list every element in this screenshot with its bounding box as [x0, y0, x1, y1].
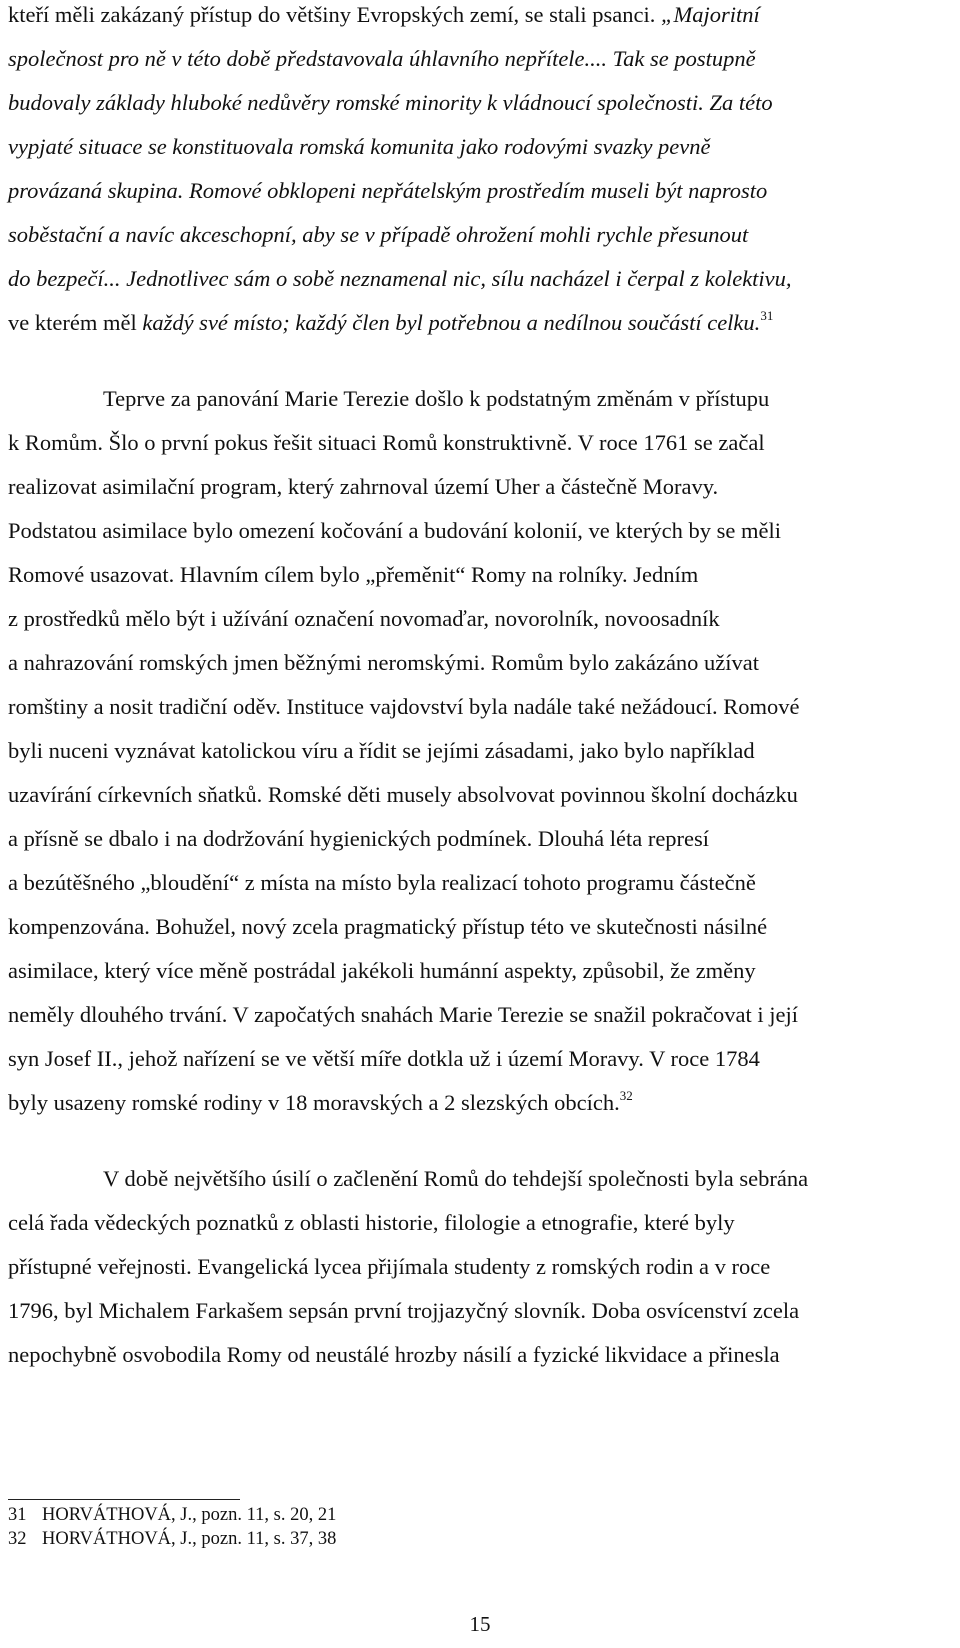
paragraph-line: Podstatou asimilace bylo omezení kočování a budování kolonií, ve kterých by se měli	[8, 518, 781, 543]
quote-line: provázaná skupina. Romové obklopeni nepřátelským prostředím museli být naprosto	[8, 178, 768, 203]
text-span: byly usazeny romské rodiny v 18 moravských a 2 slezských obcích.	[8, 1090, 620, 1115]
paragraph-line: romštiny a nosit tradiční oděv. Instituce vajdovství byla nadále také nežádoucí. Romové	[8, 694, 800, 719]
quote-line: do bezpečí... Jednotlivec sám o sobě neznamenal nic, sílu nacházel i čerpal z kolektivu,	[8, 266, 792, 291]
text-span: ve kterém měl	[8, 310, 143, 335]
paragraph-line: a přísně se dbalo i na dodržování hygienických podmínek. Dlouhá léta represí	[8, 826, 710, 851]
quote-line: soběstační a navíc akceschopní, aby se v případě ohrožení mohli rychle přesunout	[8, 222, 749, 247]
paragraph-line: Romové usazovat. Hlavním cílem bylo „přeměnit“ Romy na rolníky. Jedním	[8, 562, 699, 587]
footnote-text: HORVÁTHOVÁ, J., pozn. 11, s. 20, 21	[42, 1505, 337, 1525]
footnote	[8, 1528, 336, 1550]
paragraph-line: byli nuceni vyznávat katolickou víru a řídit se jejími zásadami, jako bylo například	[8, 738, 755, 763]
paragraph-line: Teprve za panování Marie Terezie došlo k podstatným změnám v přístupu	[103, 386, 770, 411]
page-number: 15	[469, 1612, 491, 1636]
paragraph-line: a nahrazování romských jmen běžnými neromskými. Romům bylo zakázáno užívat	[8, 650, 760, 675]
paragraph-line: nepochybně osvobodila Romy od neustálé hrozby násilí a fyzické likvidace a přinesla	[8, 1342, 780, 1367]
quote-line: vypjaté situace se konstituovala romská komunita jako rodovými svazky pevně	[8, 134, 711, 159]
footnote-separator	[8, 1499, 240, 1500]
footnote-ref[interactable]: 32	[619, 1088, 633, 1103]
paragraph-line: asimilace, který více měně postrádal jakékoli humánní aspekty, způsobil, že změny	[8, 958, 756, 983]
paragraph-line	[8, 1088, 633, 1118]
paragraph-line: přístupné veřejnosti. Evangelická lycea přijímala studenty z romských rodin a v roce	[8, 1254, 771, 1279]
quote-line: společnost pro ně v této době představovala úhlavního nepřítele.... Tak se postupně	[8, 46, 756, 71]
footnote-ref[interactable]: 31	[760, 308, 774, 323]
paragraph-line: celá řada vědeckých poznatků z oblasti historie, filologie a etnografie, které byly	[8, 1210, 735, 1235]
footnote-text: HORVÁTHOVÁ, J., pozn. 11, s. 37, 38	[42, 1529, 337, 1549]
paragraph-line: neměly dlouhého trvání. V započatých snahách Marie Terezie se snažil pokračovat i její	[8, 1002, 799, 1027]
text-line	[8, 308, 773, 338]
paragraph-line: syn Josef II., jehož nařízení se ve větší míře dotkla už i území Moravy. V roce 1784	[8, 1046, 760, 1071]
paragraph-line: realizovat asimilační program, který zahrnoval území Uher a částečně Moravy.	[8, 474, 719, 499]
footnote-number: 32	[8, 1529, 27, 1549]
text-span: kteří měli zakázaný přístup do většiny Evropských zemí, se stali psanci.	[8, 2, 661, 27]
footnote-number: 31	[8, 1505, 27, 1525]
paragraph-line: V době největšího úsilí o začlenění Romů do tehdejší společnosti byla sebrána	[103, 1166, 809, 1191]
paragraph-line: uzavírání církevních sňatků. Romské děti musely absolvovat povinnou školní docházku	[8, 782, 798, 807]
paragraph-line: z prostředků mělo být i užívání označení novomaďar, novorolník, novoosadník	[8, 606, 720, 631]
footnote	[8, 1504, 336, 1526]
quote-line: budovaly základy hluboké nedůvěry romské minority k vládnoucí společnosti. Za této	[8, 90, 773, 115]
text-line	[8, 0, 760, 30]
quote-span: každý své místo; každý člen byl potřebnou a nedílnou součástí celku.	[142, 310, 761, 335]
quote-span: „Majoritní	[660, 2, 760, 27]
paragraph-line: k Romům. Šlo o první pokus řešit situaci Romů konstruktivně. V roce 1761 se začal	[8, 430, 765, 455]
paragraph-line: a bezútěšného „bloudění“ z místa na místo byla realizací tohoto programu částečně	[8, 870, 756, 895]
paragraph-line: 1796, byl Michalem Farkašem sepsán první trojjazyčný slovník. Doba osvícenství zcela	[8, 1298, 800, 1323]
paragraph-line: kompenzována. Bohužel, nový zcela pragmatický přístup této ve skutečnosti násilné	[8, 914, 768, 939]
